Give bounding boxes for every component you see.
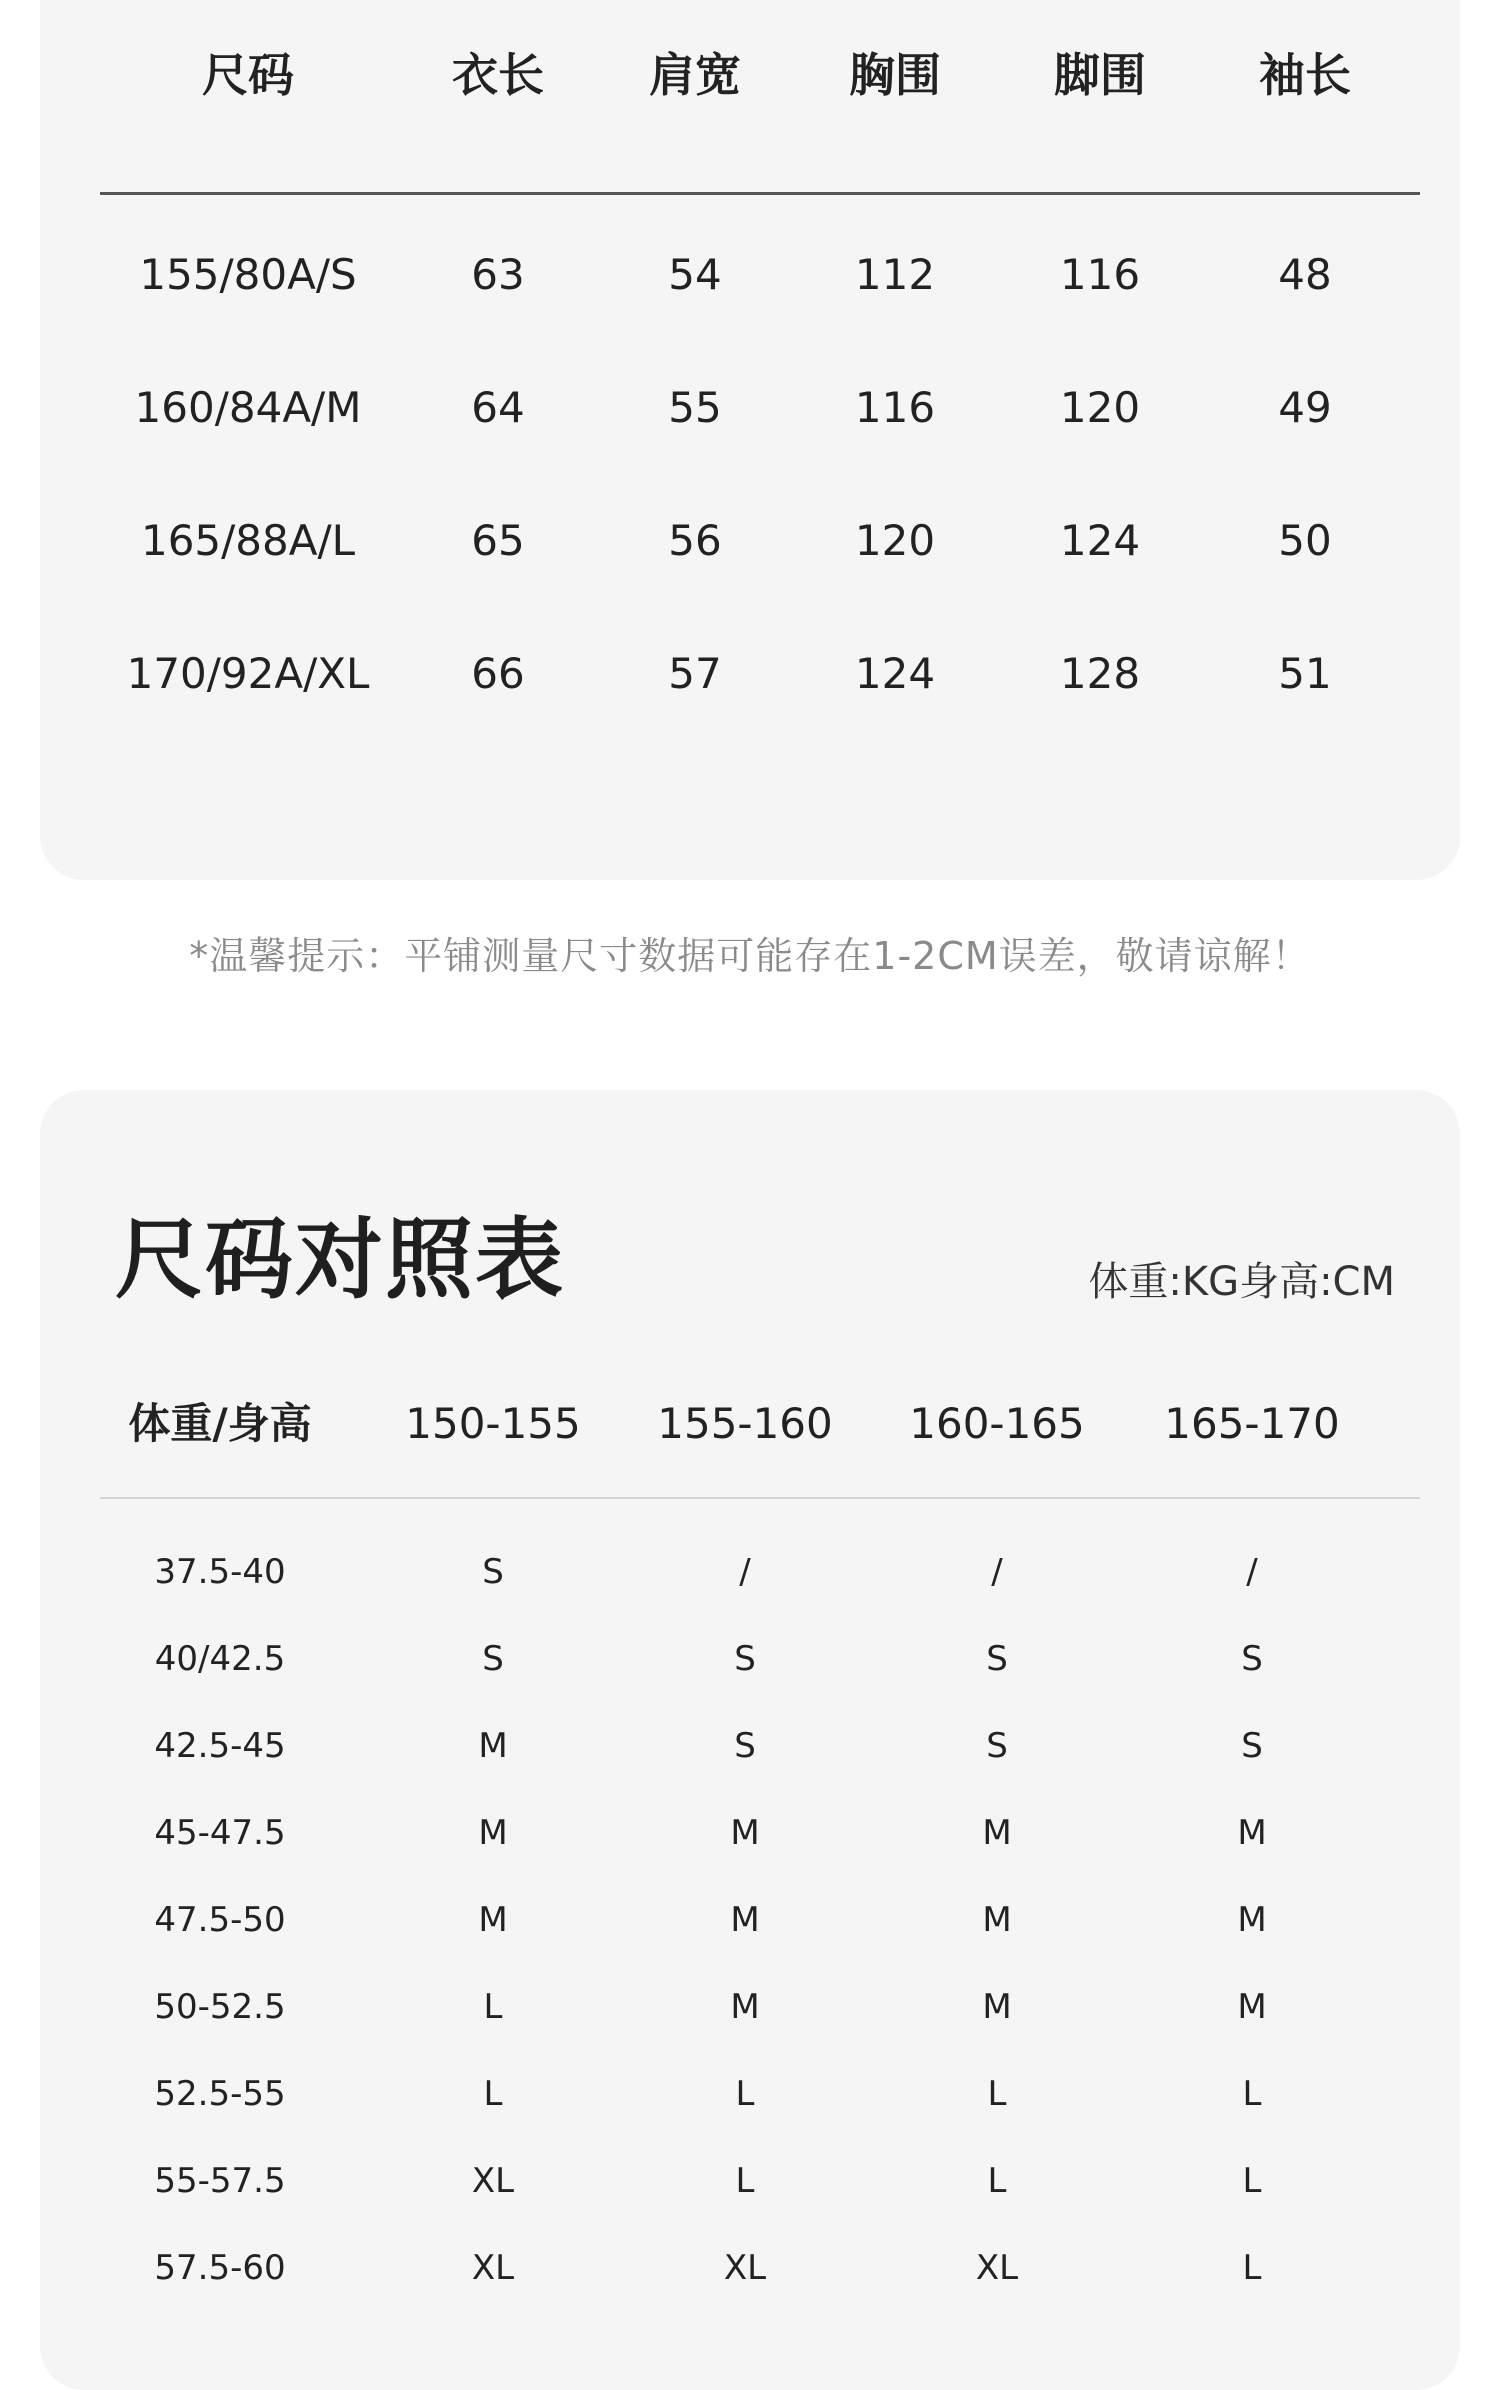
cell-size: 165/88A/L [140,516,356,565]
header-height-165-170: 165-170 [1164,1399,1340,1448]
cell-size: S [1241,1726,1263,1766]
cell-size: M [982,1813,1012,1853]
cell-weight: 55-57.5 [154,2161,286,2201]
table-row [40,1529,1460,1616]
table-row [40,501,1460,581]
header-size: 尺码 [202,48,294,102]
cell-hem: 124 [1059,516,1141,565]
size-chart-title: 尺码对照表 [115,1208,566,1311]
table-row [40,368,1460,448]
cell-size: M [478,1813,508,1853]
cell-weight: 52.5-55 [154,2074,286,2114]
cell-size: L [483,2074,503,2114]
header-divider [100,192,1420,195]
cell-size: L [987,2074,1007,2114]
cell-size: / [739,1552,751,1592]
size-chart-card [40,1090,1460,2390]
cell-size: S [986,1726,1008,1766]
cell-weight: 57.5-60 [154,2248,286,2288]
header-height-160-165: 160-165 [909,1399,1085,1448]
cell-weight: 47.5-50 [154,1900,286,1940]
cell-sleeve: 49 [1278,383,1332,432]
unit-label: 体重:KG身高:CM [1088,1259,1395,1305]
cell-shoulder: 54 [668,250,722,299]
header-length: 衣长 [452,48,544,102]
cell-size: S [734,1726,756,1766]
cell-shoulder: 57 [668,649,722,698]
header-height-150-155: 150-155 [405,1399,581,1448]
cell-shoulder: 56 [668,516,722,565]
cell-length: 64 [471,383,525,432]
cell-size: L [1242,2161,1262,2201]
cell-size: / [1246,1552,1258,1592]
cell-size: S [734,1639,756,1679]
cell-weight: 42.5-45 [154,1726,286,1766]
cell-hem: 128 [1059,649,1141,698]
header-sleeve: 袖长 [1259,48,1351,102]
cell-size: XL [471,2161,515,2201]
cell-size: M [478,1726,508,1766]
table-row [40,1616,1460,1703]
cell-size: / [991,1552,1003,1592]
cell-weight: 50-52.5 [154,1987,286,2027]
cell-size: M [730,1900,760,1940]
cell-sleeve: 51 [1278,649,1332,698]
cell-size: XL [723,2248,767,2288]
measurement-card [40,0,1460,880]
cell-size: L [1242,2074,1262,2114]
header-hem: 脚围 [1054,48,1146,102]
table-row [40,1790,1460,1877]
cell-size: L [987,2161,1007,2201]
cell-size: 170/92A/XL [126,649,370,698]
cell-sleeve: 50 [1278,516,1332,565]
cell-chest: 120 [854,516,936,565]
cell-weight: 45-47.5 [154,1813,286,1853]
cell-chest: 112 [854,250,936,299]
cell-size: 155/80A/S [139,250,357,299]
measurement-note: *温馨提示：平铺测量尺寸数据可能存在1-2CM误差，敬请谅解！ [189,934,1311,978]
cell-size: XL [471,2248,515,2288]
cell-hem: 120 [1059,383,1141,432]
header-height-155-160: 155-160 [657,1399,833,1448]
cell-size: 160/84A/M [134,383,362,432]
cell-size: M [982,1900,1012,1940]
cell-weight: 40/42.5 [154,1639,286,1679]
cell-size: L [483,1987,503,2027]
table-row [40,1877,1460,1964]
cell-shoulder: 55 [668,383,722,432]
cell-hem: 116 [1059,250,1141,299]
cell-size: M [1237,1813,1267,1853]
cell-size: S [482,1639,504,1679]
header-shoulder: 肩宽 [649,48,741,102]
table-row [40,235,1460,315]
cell-chest: 124 [854,649,936,698]
cell-weight: 37.5-40 [154,1552,286,1592]
cell-length: 65 [471,516,525,565]
cell-sleeve: 48 [1278,250,1332,299]
cell-size: M [730,1813,760,1853]
cell-size: XL [975,2248,1019,2288]
header-chest: 胸围 [849,48,941,102]
table-row [40,2225,1460,2312]
table-row [40,1964,1460,2051]
cell-size: L [1242,2248,1262,2288]
cell-size: S [482,1552,504,1592]
table-row [40,1703,1460,1790]
cell-size: M [478,1900,508,1940]
cell-chest: 116 [854,383,936,432]
cell-size: M [1237,1987,1267,2027]
cell-length: 63 [471,250,525,299]
cell-length: 66 [471,649,525,698]
cell-size: M [730,1987,760,2027]
cell-size: M [1237,1900,1267,1940]
cell-size: L [735,2161,755,2201]
table-row [40,2051,1460,2138]
cell-size: S [1241,1639,1263,1679]
measure-header-row [40,35,1460,115]
cell-size: M [982,1987,1012,2027]
table-row [40,634,1460,714]
header-weight-height: 体重/身高 [128,1399,312,1448]
chart-header-divider [100,1497,1420,1499]
cell-size: S [986,1639,1008,1679]
table-row [40,2138,1460,2225]
chart-header-row [40,1384,1460,1464]
cell-size: L [735,2074,755,2114]
